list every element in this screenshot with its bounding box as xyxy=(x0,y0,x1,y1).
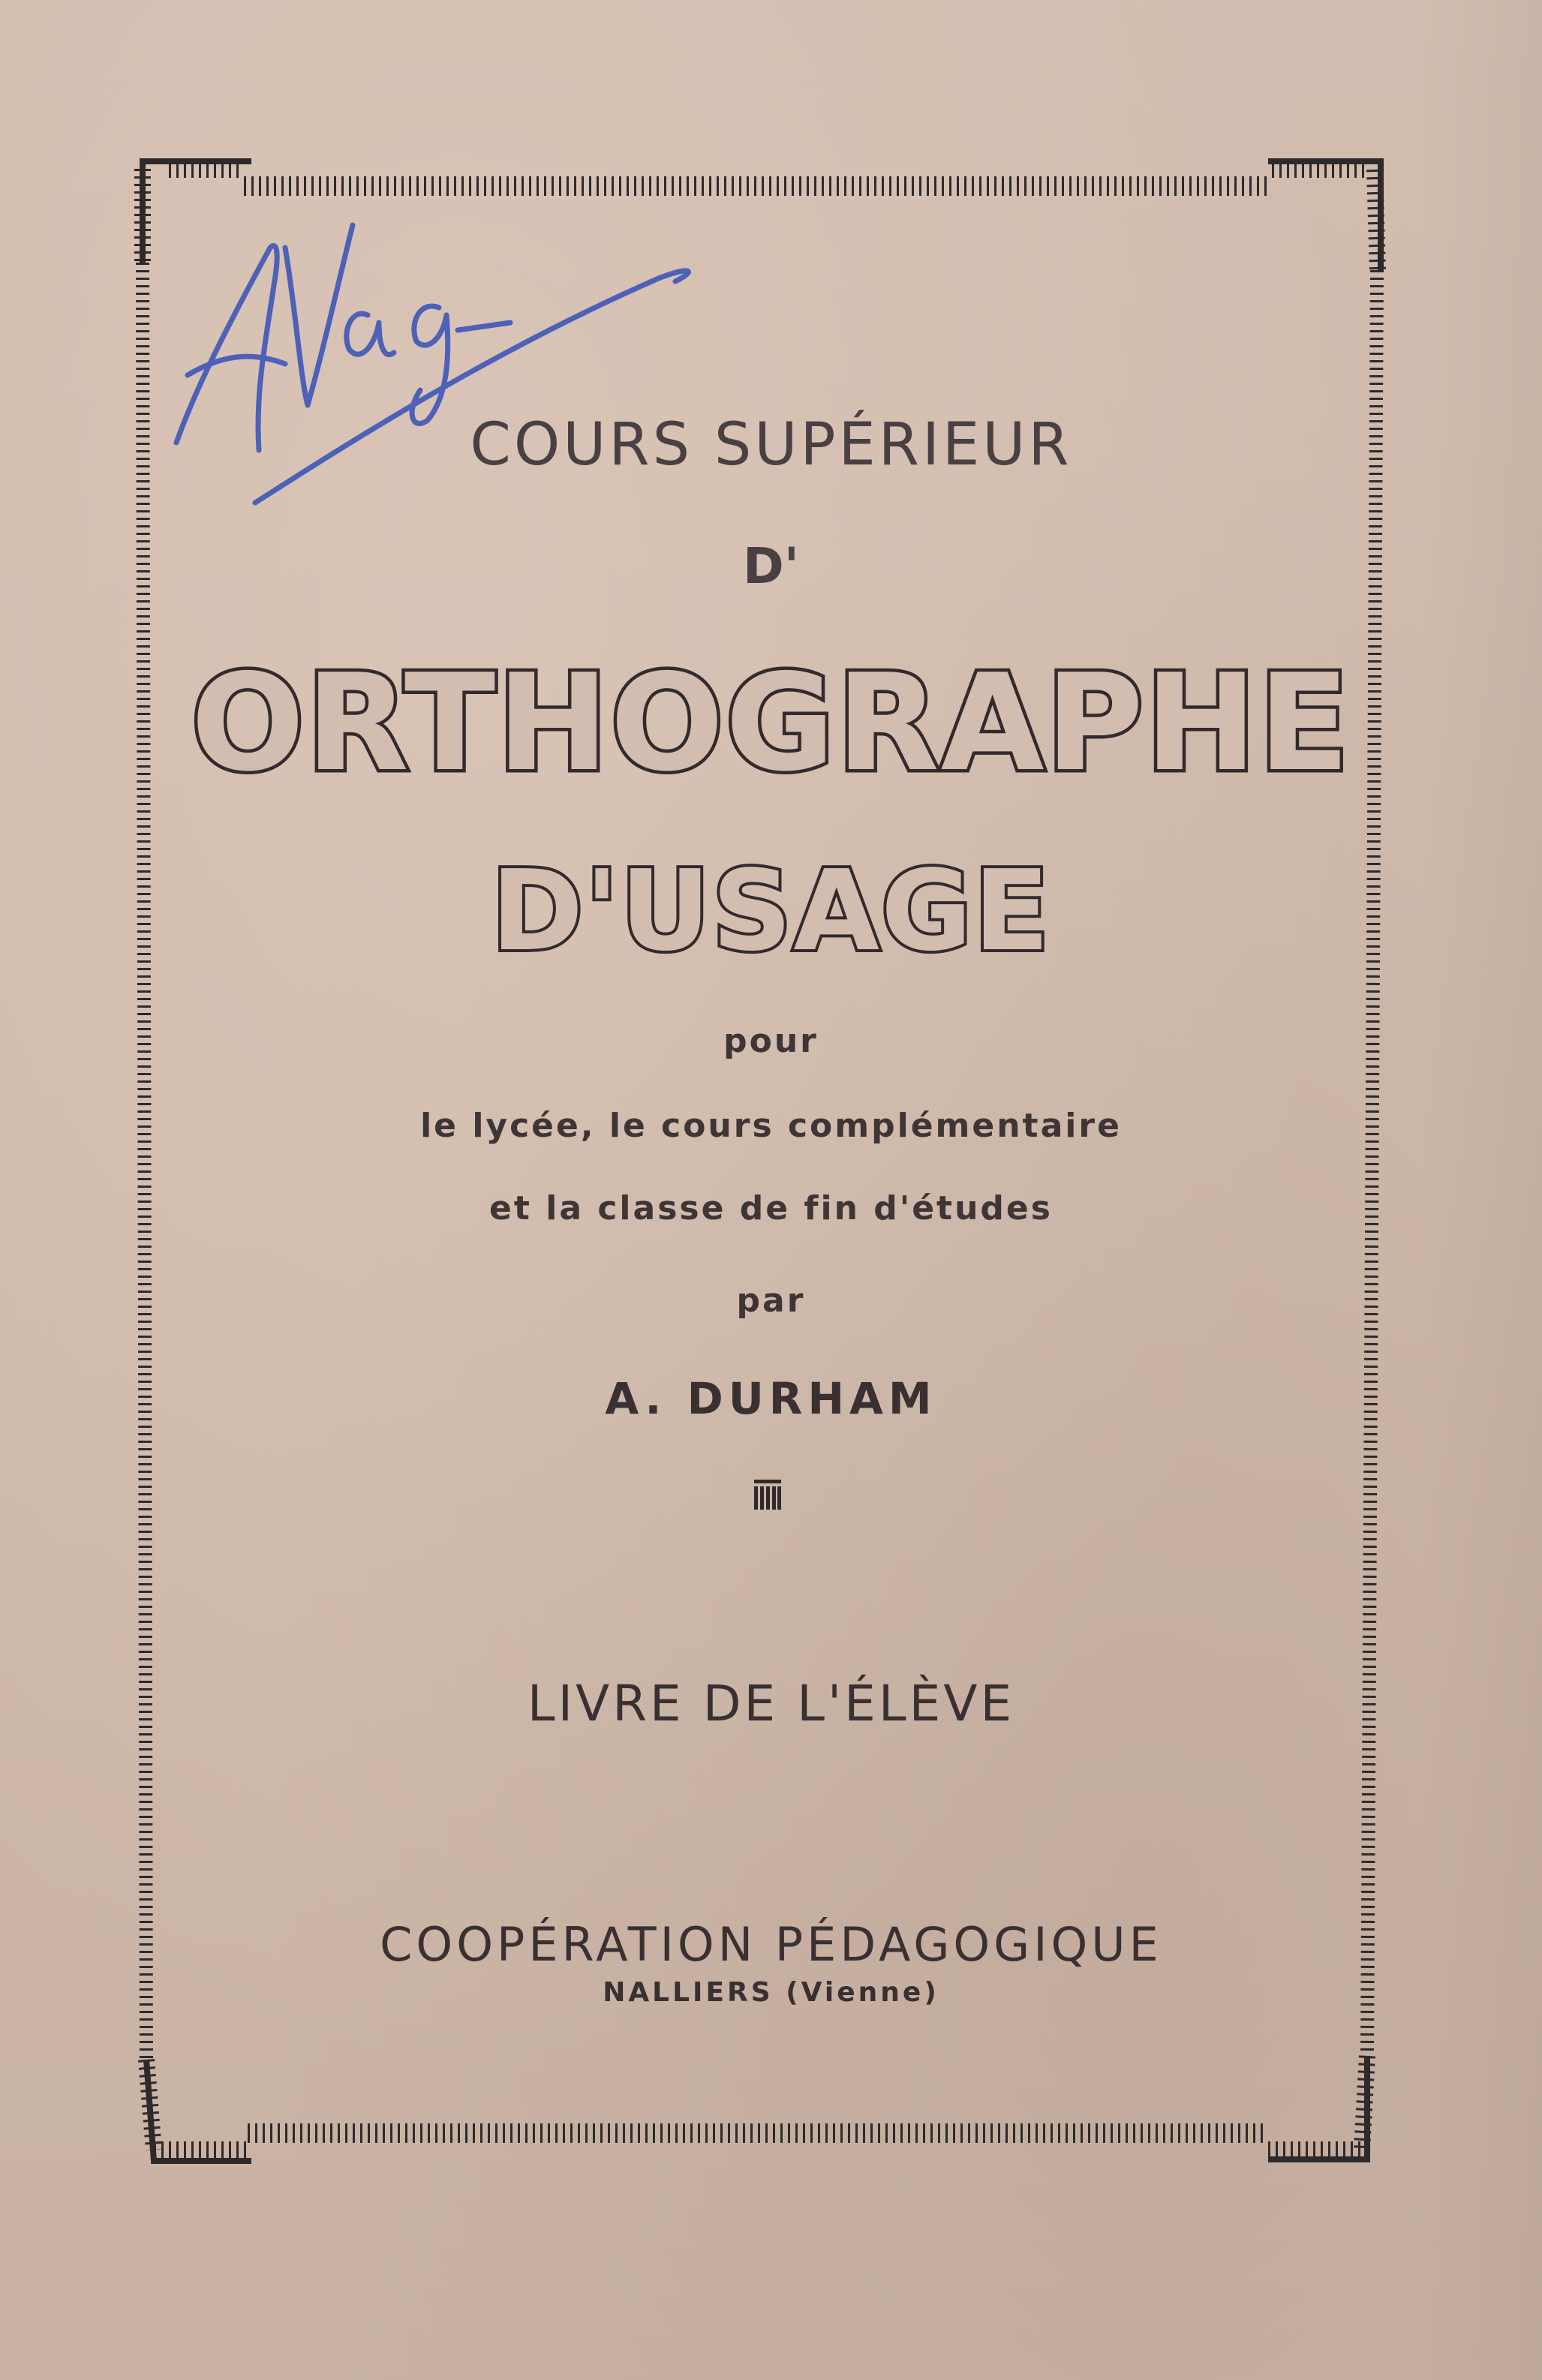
title-prefix: D' xyxy=(743,537,799,595)
audience-line-2: et la classe de fin d'études xyxy=(489,1189,1053,1228)
series-title: COURS SUPÉRIEUR xyxy=(470,411,1072,479)
par-text: par xyxy=(736,1282,806,1320)
publisher-name: COOPÉRATION PÉDAGOGIQUE xyxy=(380,1917,1162,1972)
publisher-location: NALLIERS (Vienne) xyxy=(603,1977,939,2008)
main-subtitle: D'USAGE xyxy=(491,846,1051,975)
main-title: ORTHOGRAPHE xyxy=(191,645,1351,801)
pour-text: pour xyxy=(723,1022,819,1060)
author-name: A. DURHAM xyxy=(605,1373,937,1424)
publisher-logo-icon xyxy=(754,1480,781,1510)
audience-line-1: le lycée, le cours complémentaire xyxy=(420,1107,1122,1145)
book-type: LIVRE DE L'ÉLÈVE xyxy=(527,1675,1015,1732)
